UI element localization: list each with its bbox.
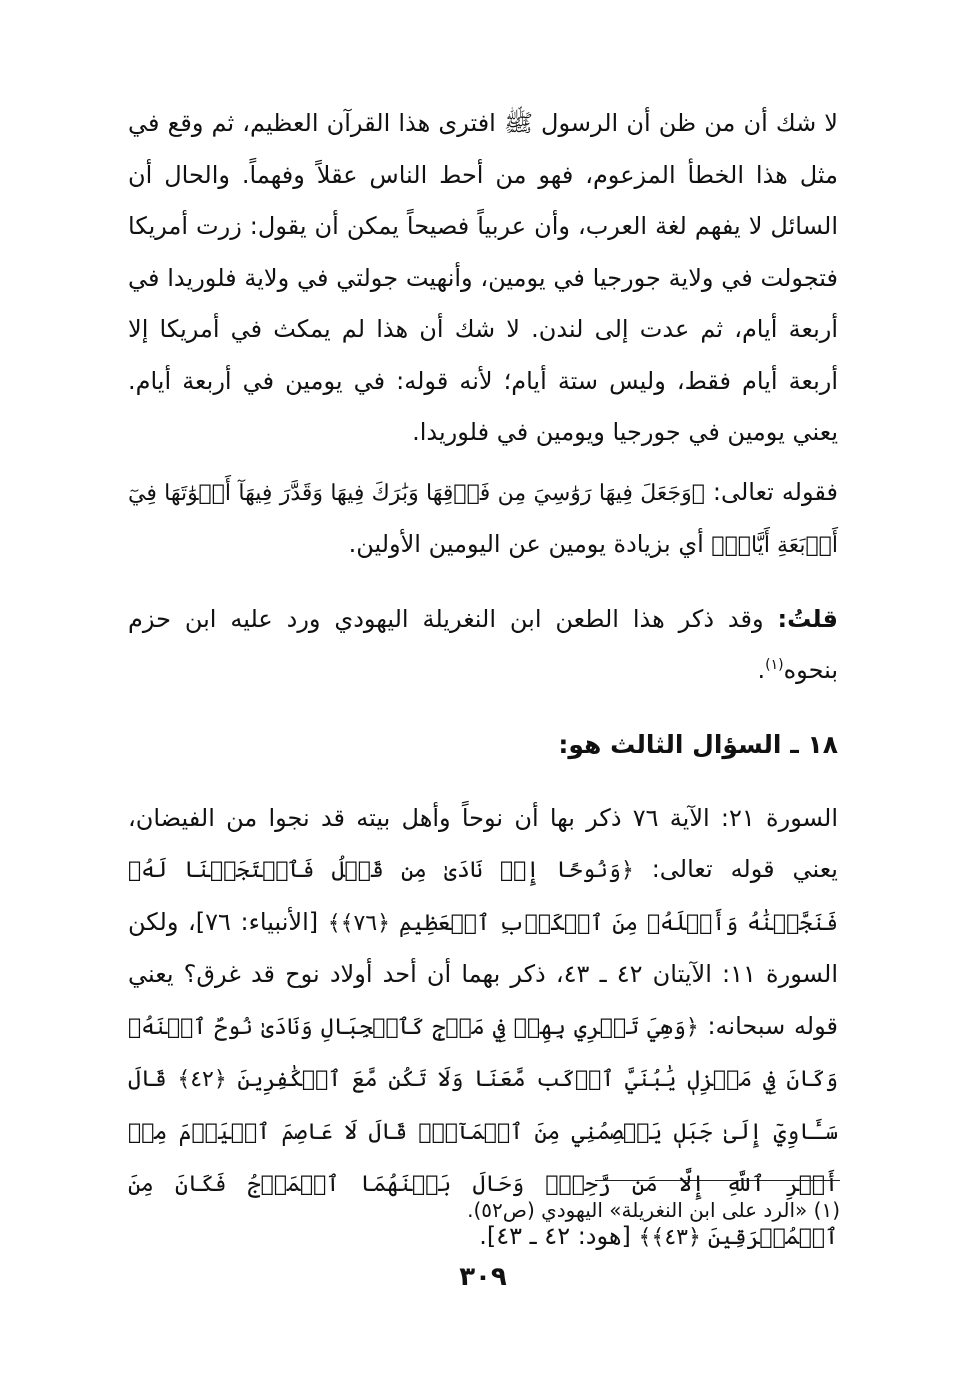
note-label: قلتُ:: [777, 604, 838, 633]
intro-paragraph: لا شك أن من ظن أن الرسول ﷺ افترى هذا القرآن العظيم، ثم وقع في مثل هذا الخطأ المزعوم، فهو من أحط الناس عقلاً وفهماً. والحال أن السائل لا يفهم لغة العرب، وأن عربياً فصيحاً يمكن أن يقول: زرت أمريكا فتجولت في ولاية جورجيا في يومين، وأنهيت جولتي في ولاية فلوريدا في أربعة أيام، ثم عدت إلى لندن. لا شك أن هذا لم يمكث في أمريكا إلا أربعة أيام فقط، وليس ستة أيام؛ لأنه قوله: في يومين في أربعة أيام. يعني يومين في جورجيا ويومين في فلوريدا.: [128, 109, 838, 446]
verse-lead: فقوله تعالى:: [704, 477, 839, 506]
footnote-divider: [595, 1180, 840, 1181]
footnote: (١) «الرد على ابن النغريلة» اليهودي (ص٥٢).: [467, 1198, 840, 1222]
footnote-ref: (١): [765, 657, 784, 673]
note-paragraph: [128, 594, 838, 697]
note-text: وقد ذكر هذا الطعن ابن النغريلة اليهودي ورد عليه ابن حزم بنحوه: [128, 604, 838, 684]
citation-anbiya: [الأنبياء: ٧٦]، ولكن السورة ١١: الآيتان ٤٢ ـ ٤٣، ذكر بهما أن أحد أولاد نوح قد غرق؟ يعني قوله سبحانه:: [128, 907, 839, 1040]
quran-verse-hud: ﴿وَهِيَ تَجۡرِي بِهِمۡ فِي مَوۡجٖ كَٱلۡجِبَالِ وَنَادَىٰ نُوحٌ ٱبۡنَهُۥ وَكَانَ فِي مَعۡزِلٖ يَٰبُنَيَّ ٱرۡكَب مَّعَنَا وَلَا تَكُن مَّعَ ٱلۡكَٰفِرِينَ ﴿٤٢﴾ قَالَ سَـَٔاوِيٓ إِلَىٰ جَبَلٖ يَعۡصِمُنِي مِنَ ٱلۡمَآءِۚ قَالَ لَا عَاصِمَ ٱلۡيَوۡمَ مِنۡ أَمۡرِ ٱللَّهِ إِلَّا مَن رَّحِمَۚ وَحَالَ بَيۡنَهُمَا ٱلۡمَوۡجُ فَكَانَ مِنَ ٱلۡمُغۡرَقِينَ ﴿٤٣﴾﴾: [128, 1014, 838, 1250]
question-lead: السورة ٢١: الآية ٧٦ ذكر بها أن نوحاً وأهل بيته قد نجوا من الفيضان، يعني قوله تعالى:: [128, 803, 839, 883]
page-number: ٣٠٩: [459, 1262, 507, 1292]
quran-verse-anbiya: ﴿وَنُوحًا إِذۡ نَادَىٰ مِن قَبۡلُ فَٱسۡتَجَبۡنَا لَهُۥ فَنَجَّيۡنَٰهُ وَأَهۡلَهُۥ مِنَ ٱلۡكَرۡبِ ٱلۡعَظِيمِ ﴿٧٦﴾﴾: [128, 858, 838, 936]
question-paragraph: [128, 793, 838, 1264]
verse-tail: أي بزيادة يومين عن اليومين الأولين.: [348, 530, 712, 558]
citation-hud: [هود: ٤٢ ـ ٤٣].: [479, 1221, 639, 1250]
page-body: [128, 98, 838, 1263]
note-end: .: [757, 656, 766, 684]
quran-verse: ﴿وَجَعَلَ فِيهَا رَوَٰسِيَ مِن فَوۡقِهَا وَبَٰرَكَ فِيهَا وَقَدَّرَ فِيهَآ أَقۡوَٰتَهَا فِيٓ أَرۡبَعَةِ أَيَّامٖ﴾: [128, 480, 838, 558]
section-heading: ١٨ ـ السؤال الثالث هو:: [558, 729, 838, 759]
verse-paragraph: [128, 467, 838, 572]
